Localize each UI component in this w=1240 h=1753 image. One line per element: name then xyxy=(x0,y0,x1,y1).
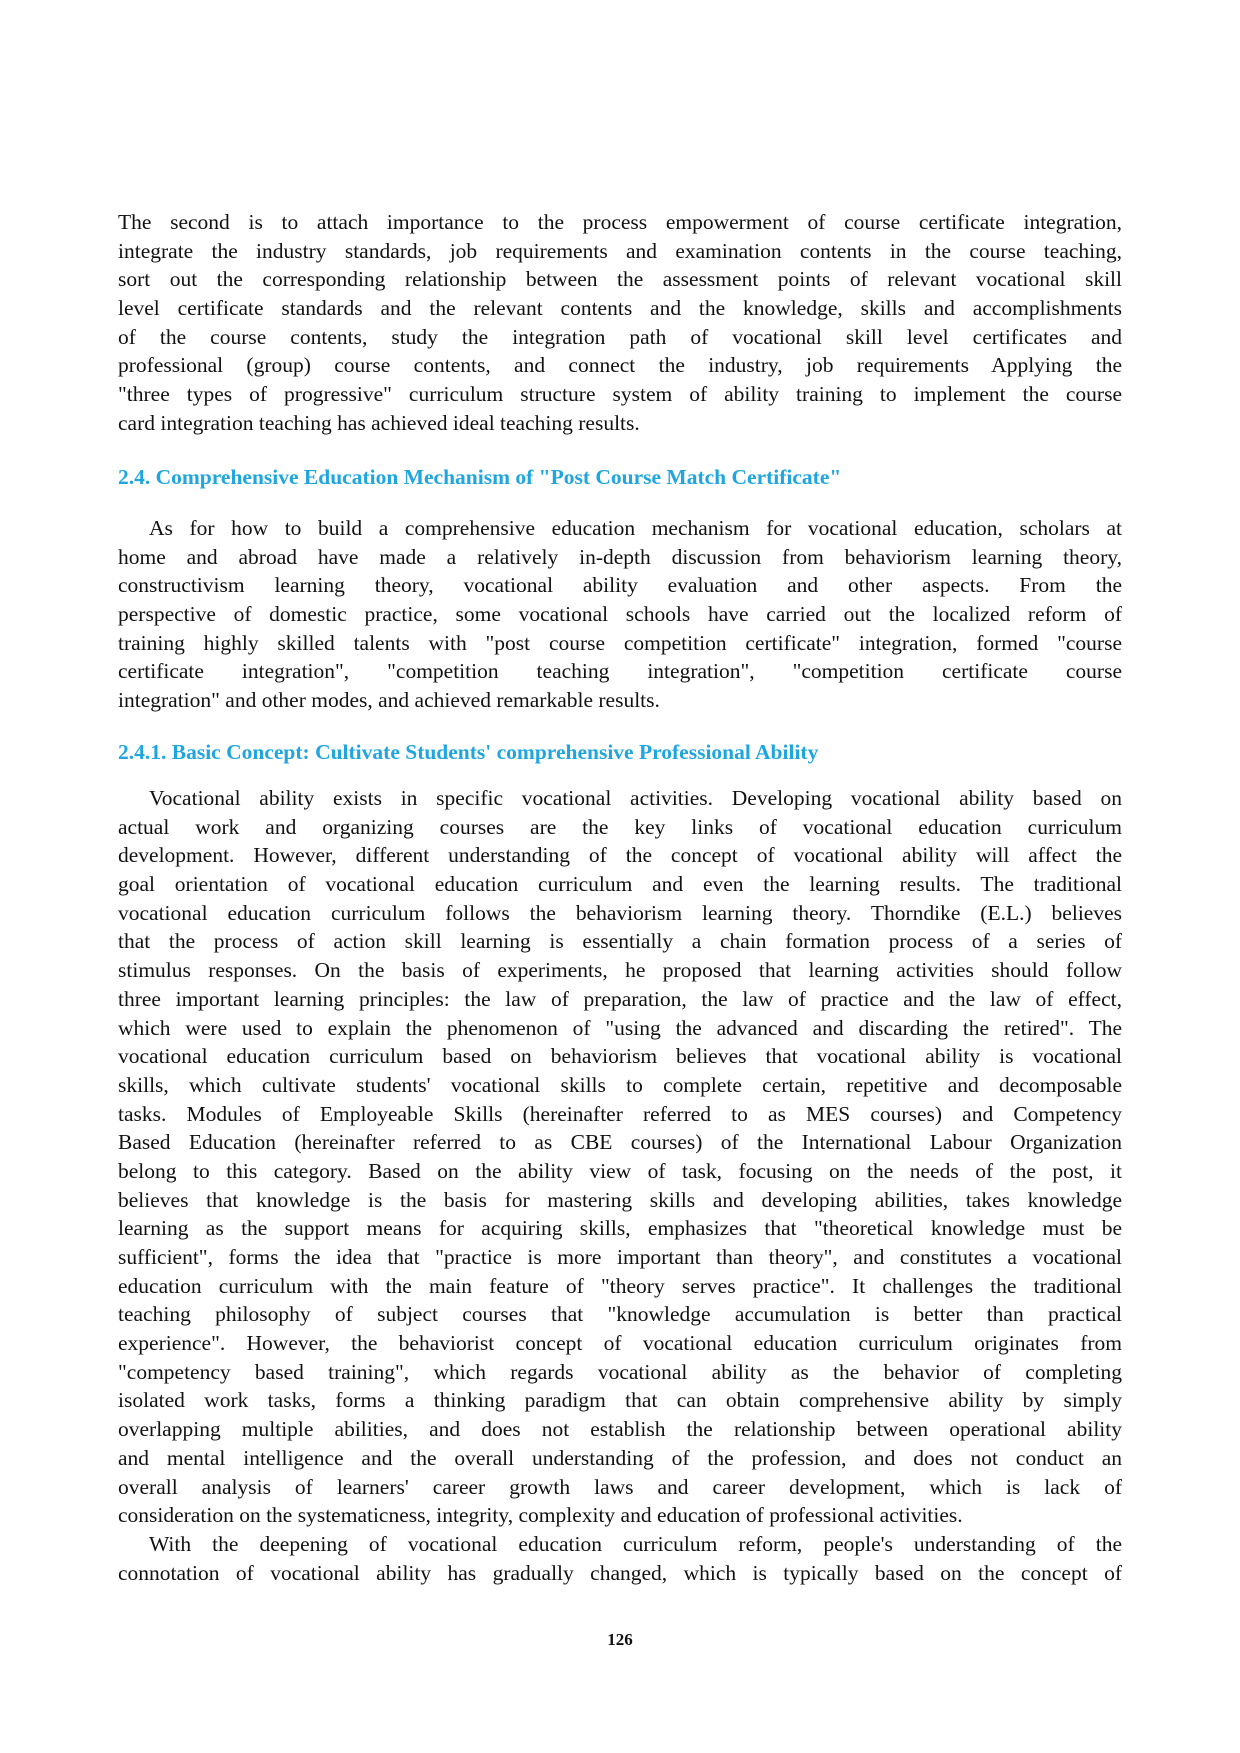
text-line: believes that knowledge is the basis for mastering skills and developing abilities, takes knowledge xyxy=(118,1187,1122,1212)
paragraph-comprehensive-education xyxy=(118,514,1122,715)
text-line: perspective of domestic practice, some vocational schools have carried out the localized reform of xyxy=(118,602,1122,627)
text-line: home and abroad have made a relatively in-depth discussion from behaviorism learning theory, xyxy=(118,544,1122,569)
text-line: integrate the industry standards, job requirements and examination contents in the course teaching, xyxy=(118,238,1122,263)
text-line: three important learning principles: the law of preparation, the law of practice and the law of effect, xyxy=(118,986,1122,1011)
text-line: integration" and other modes, and achieved remarkable results. xyxy=(118,688,660,713)
text-line: The second is to attach importance to the process empowerment of course certificate integration, xyxy=(118,210,1122,234)
text-line: With the deepening of vocational education curriculum reform, people's understanding of the xyxy=(149,1532,1122,1556)
text-line: of the course contents, study the integration path of vocational skill level certificates and xyxy=(118,324,1122,349)
section-heading-2-4-1: 2.4.1. Basic Concept: Cultivate Students' comprehensive Professional Ability xyxy=(118,740,819,764)
text-line: constructivism learning theory, vocational ability evaluation and other aspects. From the xyxy=(118,573,1122,598)
text-line: "competency based training", which regards vocational ability as the behavior of completing xyxy=(118,1359,1122,1384)
text-line: stimulus responses. On the basis of experiments, he proposed that learning activities should follow xyxy=(118,958,1122,983)
page-number: 126 xyxy=(607,1630,633,1649)
section-heading-2-4: 2.4. Comprehensive Education Mechanism of "Post Course Match Certificate" xyxy=(118,465,842,489)
text-line: As for how to build a comprehensive education mechanism for vocational education, scholars at xyxy=(149,516,1122,540)
text-line: education curriculum with the main feature of "theory serves practice". It challenges the traditional xyxy=(118,1273,1122,1298)
paragraph-vocational-ability xyxy=(118,784,1122,1530)
text-line: connotation of vocational ability has gradually changed, which is typically based on the concept of xyxy=(118,1560,1122,1585)
text-line: development. However, different understanding of the concept of vocational ability will affect the xyxy=(118,843,1122,868)
text-line: overall analysis of learners' career growth laws and career development, which is lack of xyxy=(118,1474,1122,1499)
text-line: teaching philosophy of subject courses that "knowledge accumulation is better than practical xyxy=(118,1302,1122,1327)
text-line: level certificate standards and the relevant contents and the knowledge, skills and accomplishments xyxy=(118,296,1122,321)
text-line: sort out the corresponding relationship between the assessment points of relevant vocational skill xyxy=(118,267,1122,292)
text-line: Vocational ability exists in specific vocational activities. Developing vocational ability based on xyxy=(149,786,1122,810)
text-line: "three types of progressive" curriculum structure system of ability training to implement the course xyxy=(118,382,1122,407)
text-line: consideration on the systematicness, integrity, complexity and education of professional activities. xyxy=(118,1503,963,1528)
text-line: professional (group) course contents, and connect the industry, job requirements Applying the xyxy=(118,353,1122,378)
text-line: vocational education curriculum based on behaviorism believes that vocational ability is vocational xyxy=(118,1044,1122,1069)
text-line: learning as the support means for acquiring skills, emphasizes that "theoretical knowledge must be xyxy=(118,1216,1122,1241)
text-line: actual work and organizing courses are the key links of vocational education curriculum xyxy=(118,814,1122,839)
text-line: that the process of action skill learning is essentially a chain formation process of a series of xyxy=(118,929,1122,954)
text-line: and mental intelligence and the overall understanding of the profession, and does not conduct an xyxy=(118,1445,1122,1470)
text-line: skills, which cultivate students' vocational skills to complete certain, repetitive and decomposable xyxy=(118,1072,1122,1097)
text-line: goal orientation of vocational education curriculum and even the learning results. The traditional xyxy=(118,872,1122,897)
paragraph-process-empowerment xyxy=(118,208,1122,438)
text-line: isolated work tasks, forms a thinking paradigm that can obtain comprehensive ability by simply xyxy=(118,1388,1122,1413)
text-line: experience". However, the behaviorist concept of vocational education curriculum originates from xyxy=(118,1331,1122,1356)
text-line: training highly skilled talents with "post course competition certificate" integration, formed "course xyxy=(118,630,1122,655)
text-line: sufficient", forms the idea that "practice is more important than theory", and constitutes a vocational xyxy=(118,1245,1122,1269)
text-line: vocational education curriculum follows the behaviorism learning theory. Thorndike (E.L.) believes xyxy=(118,900,1122,925)
text-line: overlapping multiple abilities, and does not establish the relationship between operational ability xyxy=(118,1417,1122,1442)
text-line: certificate integration", "competition teaching integration", "competition certificate course xyxy=(118,659,1122,684)
text-line: card integration teaching has achieved ideal teaching results. xyxy=(118,410,640,435)
text-line: Based Education (hereinafter referred to as CBE courses) of the International Labour Organization xyxy=(118,1130,1122,1155)
text-line: tasks. Modules of Employeable Skills (hereinafter referred to as MES courses) and Competency xyxy=(118,1101,1122,1126)
text-line: belong to this category. Based on the ability view of task, focusing on the needs of the post, it xyxy=(118,1158,1122,1183)
paragraph-curriculum-reform xyxy=(118,1530,1122,1587)
text-line: which were used to explain the phenomenon of "using the advanced and discarding the retired". The xyxy=(118,1015,1122,1040)
